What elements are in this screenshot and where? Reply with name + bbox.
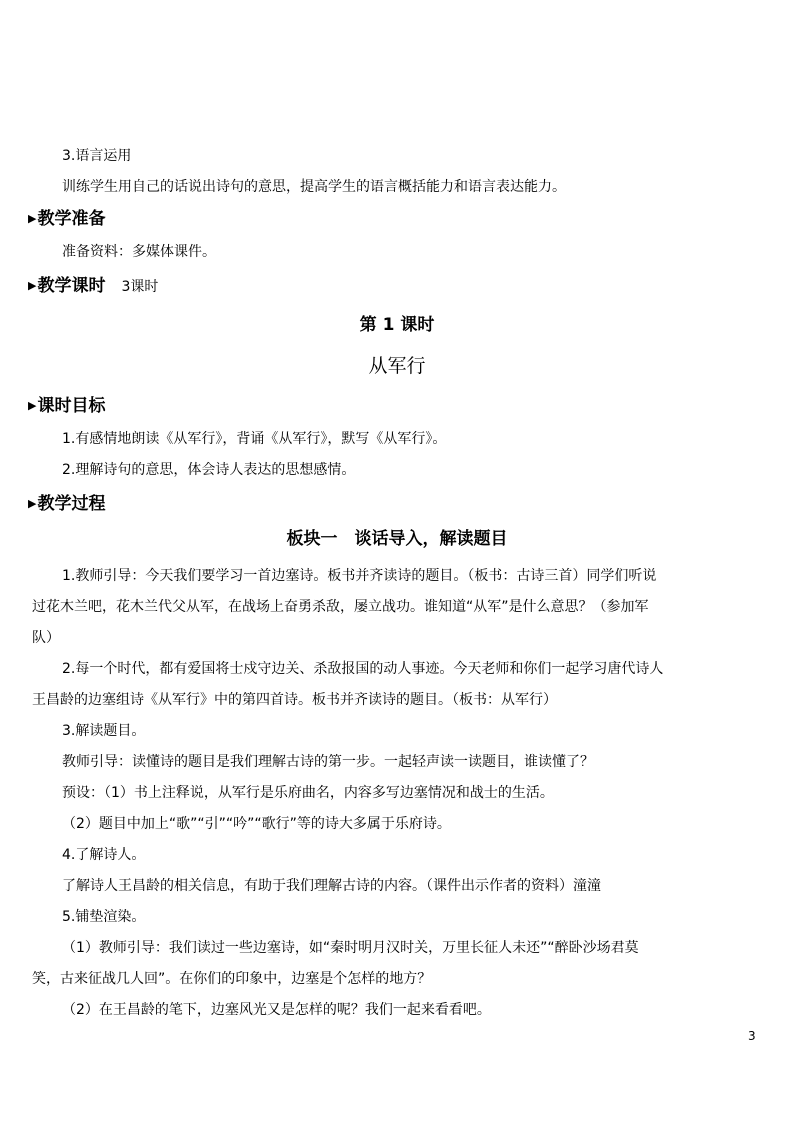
heading-text: 教学过程 [37,494,106,514]
heading-teaching-prep [28,208,105,230]
paragraph-line: （1）教师引导：我们读过一些边塞诗，如“秦时明月汉时关，万里长征人未还”“醉卧沙场君莫 [62,940,639,956]
poem-title: 从军行 [368,355,426,377]
paragraph-line: 预设：（1）书上注释说，从军行是乐府曲名，内容多写边塞情况和战士的生活。 [62,785,554,801]
paragraph-line: 2.每一个时代，都有爱国将士戍守边关、杀敌报国的动人事迹。今天老师和你们一起学习唐代诗人 [62,661,664,677]
heading-text: 教学准备 [37,209,106,229]
block-one-title: 板块一 谈话导入，解读题目 [286,529,508,549]
goal-item-1: 1.有感情地朗读《从军行》，背诵《从军行》，默写《从军行》。 [62,431,447,447]
heading-lesson-goals [28,395,105,417]
paragraph-line: （2）题目中加上“歌”“引”“吟”“歌行”等的诗大多属于乐府诗。 [62,816,451,832]
hours-count: 3课时 [121,279,159,295]
page-number: 3 [748,1029,756,1043]
heading-teaching-process [28,493,105,515]
paragraph-line: 教师引导：读懂诗的题目是我们理解古诗的第一步。一起轻声读一读题目，谁读懂了？ [62,754,594,770]
paragraph-line: 了解诗人王昌龄的相关信息，有助于我们理解古诗的内容。（课件出示作者的资料）潼潼 [62,878,601,894]
paragraph-line: 4.了解诗人。 [62,847,146,863]
paragraph-line: 笑，古来征战几人回”。在你们的印象中，边塞是个怎样的地方？ [32,971,432,987]
paragraph-line: 1.教师引导：今天我们要学习一首边塞诗。板书并齐读诗的题目。（板书：古诗三首）同学们听说 [62,568,657,584]
paragraph-line: 3.解读题目。 [62,723,146,739]
paragraph-line: 5.铺垫渲染。 [62,909,146,925]
paragraph-prep-materials: 准备资料：多媒体课件。 [62,244,216,260]
paragraph-line: 队） [32,630,60,646]
paragraph-line: 过花木兰吧，花木兰代父从军，在战场上奋勇杀敌，屡立战功。谁知道“从军”是什么意思？（参加军 [32,599,649,615]
paragraph-language-use: 训练学生用自己的话说出诗句的意思，提高学生的语言概括能力和语言表达能力。 [62,179,566,195]
section-language-use-title: 3.语言运用 [62,148,132,164]
paragraph-line: 王昌龄的边塞组诗《从军行》中的第四首诗。板书并齐读诗的题目。（板书：从军行） [32,692,557,708]
goal-item-2: 2.理解诗句的意思，体会诗人表达的思想感情。 [62,462,356,478]
triangle-marker-icon: ▶ [28,212,37,225]
heading-teaching-hours [28,275,158,298]
heading-text: 教学课时 [37,276,106,296]
heading-text: 课时目标 [37,396,106,416]
triangle-marker-icon: ▶ [28,399,37,412]
triangle-marker-icon: ▶ [28,279,37,292]
triangle-marker-icon: ▶ [28,497,37,510]
paragraph-line: （2）在王昌龄的笔下，边塞风光又是怎样的呢？我们一起来看看吧。 [62,1002,491,1018]
lesson-number-title: 第 1 课时 [359,315,435,335]
